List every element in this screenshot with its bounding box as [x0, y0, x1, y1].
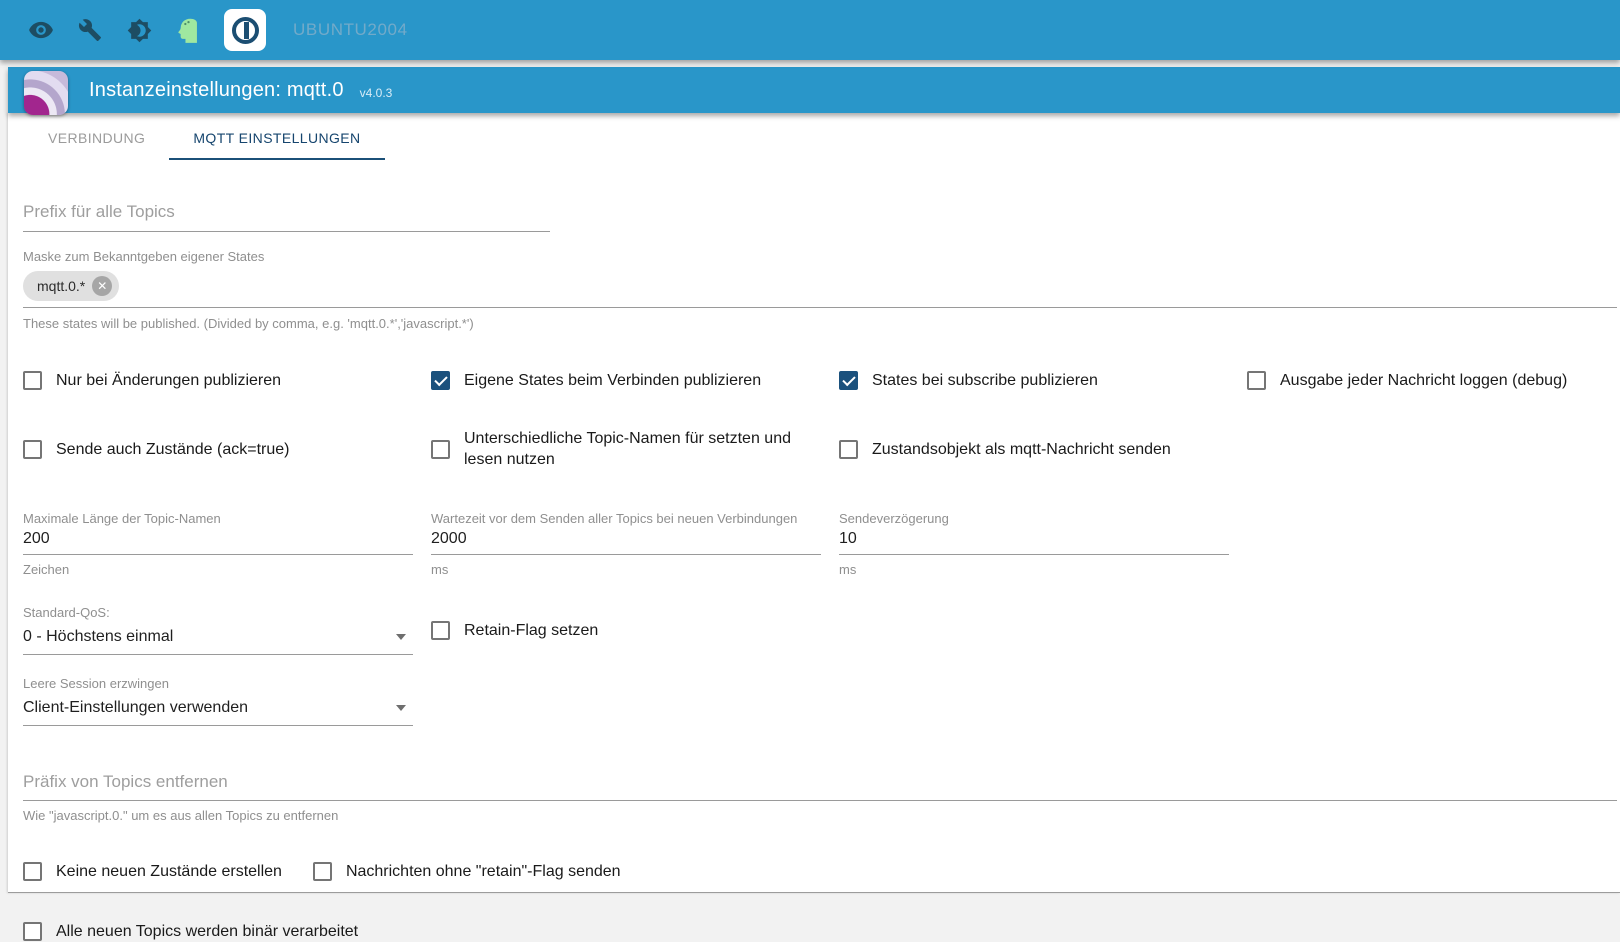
checkbox-retain-flag[interactable]: [431, 620, 598, 641]
checkbox-box[interactable]: [431, 440, 450, 459]
field-underline: [23, 554, 413, 555]
checkbox-binary-topics[interactable]: [23, 921, 1620, 942]
checkbox-box[interactable]: [431, 371, 450, 390]
checkbox-box[interactable]: [23, 862, 42, 881]
checkbox-box[interactable]: [313, 862, 332, 881]
checkbox-label: Alle neuen Topics werden binär verarbeitet: [56, 923, 359, 940]
checkbox-label: Eigene States beim Verbinden publizieren: [464, 371, 762, 389]
checkbox-box[interactable]: [23, 922, 42, 941]
checkbox-publish-on-subscribe[interactable]: [839, 370, 1098, 391]
checkbox-label: Nur bei Änderungen publizieren: [56, 371, 282, 389]
checkbox-publish-changes[interactable]: [23, 370, 281, 391]
checkbox-label: Keine neuen Zustände erstellen: [56, 863, 282, 880]
select-label: Leere Session erzwingen: [23, 676, 169, 691]
select-label: Standard-QoS:: [23, 605, 110, 620]
checkbox-different-topics[interactable]: [431, 428, 794, 470]
checkbox-label: Sende auch Zustände (ack=true): [56, 440, 290, 458]
field-underline: [431, 554, 821, 555]
field-label: Sendeverzögerung: [839, 511, 949, 526]
remove-prefix-input[interactable]: Präfix von Topics entfernen: [23, 772, 1617, 801]
session-selected-value: Client-Einstellungen verwenden: [23, 699, 249, 716]
chevron-down-icon[interactable]: [396, 634, 406, 640]
checkbox-box[interactable]: [23, 440, 42, 459]
field-label: Wartezeit vor dem Senden aller Topics bei neuen Verbindungen: [431, 511, 798, 526]
mask-field: [23, 249, 1620, 331]
send-delay-input[interactable]: 10: [839, 530, 857, 547]
prefix-input[interactable]: [23, 202, 550, 232]
send-interval-input[interactable]: 2000: [431, 530, 467, 547]
checkbox-box[interactable]: [839, 440, 858, 459]
qos-selected-value: 0 - Höchstens einmal: [23, 628, 174, 645]
mask-chip[interactable]: [23, 271, 119, 301]
max-topic-length-input[interactable]: 200: [23, 530, 50, 547]
checkbox-row-2: [23, 427, 1620, 471]
select-underline: [23, 725, 413, 726]
select-underline: [23, 654, 413, 655]
mask-field-label: Maske zum Bekanntgeben eigener States: [23, 249, 265, 264]
checkbox-row-4: [23, 921, 1620, 942]
checkbox-row-3: [23, 861, 1620, 882]
remove-prefix-field: [23, 772, 1620, 823]
hostname-label: UBUNTU2004: [293, 20, 408, 39]
instance-header: [8, 67, 1620, 113]
checkbox-send-ack[interactable]: [23, 439, 289, 460]
checkbox-box[interactable]: [839, 371, 858, 390]
eye-icon[interactable]: [28, 17, 54, 43]
prefix-input-label: Prefix für alle Topics: [23, 202, 175, 221]
field-underline: [839, 554, 1229, 555]
iobroker-logo[interactable]: [224, 9, 266, 51]
dialog-title: Instanzeinstellungen: mqtt.0: [89, 78, 344, 101]
mqtt-adapter-icon: [24, 71, 68, 115]
send-delay-field: [839, 495, 1247, 577]
chip-remove-icon[interactable]: ✕: [92, 276, 112, 296]
expert-head-icon[interactable]: [175, 17, 201, 43]
tab-verbindung[interactable]: VERBINDUNG: [48, 130, 146, 146]
checkbox-label: Zustandsobjekt als mqtt-Nachricht senden: [872, 440, 1171, 458]
max-topic-length-field: [23, 495, 431, 577]
brightness-icon[interactable]: [126, 17, 152, 43]
checkbox-box[interactable]: [23, 371, 42, 390]
qos-select[interactable]: [23, 605, 431, 655]
checkbox-label: Retain-Flag setzen: [464, 621, 599, 639]
field-unit: Zeichen: [23, 562, 70, 577]
field-unit: ms: [839, 562, 857, 577]
wrench-icon[interactable]: [77, 17, 103, 43]
checkbox-no-retain-flag[interactable]: [313, 861, 621, 882]
qos-row: [23, 605, 1620, 655]
send-interval-field: [431, 495, 839, 577]
bar-gap: [0, 60, 1620, 67]
checkbox-no-new-states[interactable]: [23, 861, 282, 882]
numeric-inputs-row: [23, 495, 1620, 577]
checkbox-publish-own-on-connect[interactable]: [431, 370, 761, 391]
adapter-version: v4.0.3: [359, 86, 393, 100]
mask-helper-text: These states will be published. (Divided by comma, e.g. 'mqtt.0.*','javascript.*'): [23, 316, 474, 331]
session-select[interactable]: [23, 676, 431, 726]
field-label: Maximale Länge der Topic-Namen: [23, 511, 221, 526]
settings-panel: [8, 113, 1620, 940]
remove-prefix-helper: Wie "javascript.0." um es aus allen Topics zu entfernen: [23, 808, 339, 823]
chevron-down-icon[interactable]: [396, 705, 406, 711]
checkbox-row-1: [23, 367, 1620, 393]
checkbox-label: Nachrichten ohne "retain"-Flag senden: [345, 863, 621, 880]
tab-bar: [23, 113, 1620, 160]
app-toolbar: [0, 0, 1620, 60]
checkbox-box[interactable]: [431, 621, 450, 640]
checkbox-log-debug[interactable]: [1247, 370, 1567, 391]
field-unit: ms: [431, 562, 449, 577]
mask-chip-input[interactable]: [23, 271, 1617, 308]
checkbox-label: Unterschiedliche Topic-Namen für setzten und lesen nutzen: [464, 430, 791, 468]
checkbox-box[interactable]: [1247, 371, 1266, 390]
mask-chip-text: mqtt.0.*: [37, 278, 86, 294]
checkbox-label: States bei subscribe publizieren: [872, 371, 1098, 389]
iobroker-power-icon: [232, 17, 259, 44]
checkbox-label: Ausgabe jeder Nachricht loggen (debug): [1280, 371, 1568, 389]
tab-mqtt-einstellungen[interactable]: MQTT EINSTELLUNGEN: [169, 113, 384, 160]
checkbox-state-object[interactable]: [839, 439, 1171, 460]
